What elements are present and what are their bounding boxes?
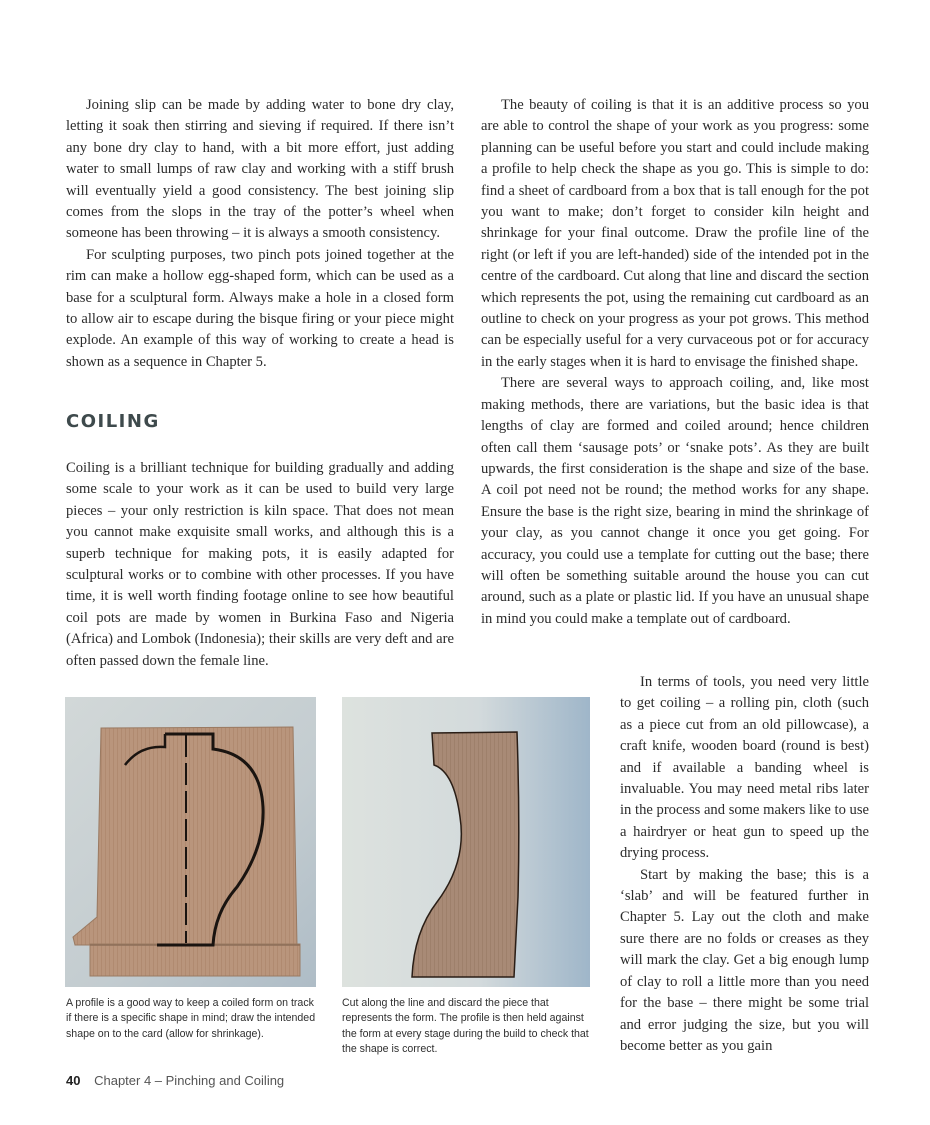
section-heading-coiling: COILING [66,411,160,432]
page-footer [66,1073,284,1088]
page-number: 40 [66,1073,81,1088]
paragraph-sculpting: For sculpting purposes, two pinch pots joined together at the rim can make a hollow egg-shaped form, which can be used as a base for a sculptural form. Always make a hole in a closed form to allow air to escape during the bisque firing or your piece might explode. An example of this way of working to create a head is shown as a sequence in Chapter 5. [66,246,454,370]
left-column-coiling [66,458,454,672]
paragraph-start-base: Start by making the base; this is a ‘slab’ and will be featured further in Chapter 5. Lay out the cloth and make sure there are no folds or creases as they will mark the clay. Get a big enough lump of clay to roll a little more than you need for the base – there might be some trial and error judging the size, but you will become better as you gain [620,866,869,1054]
cut-cardboard-image [342,697,590,987]
paragraph-beauty-of-coiling: The beauty of coiling is that it is an additive process so you are able to control the shape of your work as you progress: some planning can be useful before you start and could include making a profile to help check the shape as you go. This is simple to do: find a sheet of cardboard from a box that is tall enough for the pot you want to make; don’t forget to consider kiln height and shrinkage for your final outcome. Draw the profile line of the right (or left if you are left-handed) side of the intended pot in the centre of the cardboard. Cut along that line and discard the section which represents the pot, using the remaining cut cardboard as an outline to check on your progress as your pot grows. This method can be especially useful for a very curvaceous pot or for accuracy in the early stages when it is hard to envisage the finished shape. [481,97,869,370]
cardboard-drawing-image [65,697,316,987]
left-column-intro [66,95,454,373]
running-chapter-title: Chapter 4 – Pinching and Coiling [94,1073,285,1088]
figure-1-caption: A profile is a good way to keep a coiled form on track if there is a specific shape in mind; draw the intended shape on to the card (allow for shrinkage). [66,997,316,1040]
figure-cut-profile [342,697,590,987]
right-narrow-column [620,672,869,1057]
paragraph-coiling-intro: Coiling is a brilliant technique for building gradually and adding some scale to your work as it can be used to build very large pieces – your only restriction is kiln space. That does not mean you cannot make exquisite small works, and although this is a superb technique for making pots, it is easily adapted for sculptural works or to combine with other processes. If you have time, it is well worth finding footage online to see how beautiful coil pots are made by women in Burkina Faso and Nigeria (Africa) and Lombok (Indonesia); their skills are very deft and are often passed down the female line. [66,460,454,669]
right-column [481,95,869,630]
figure-profile-drawing [65,697,316,987]
paragraph-joining-slip: Joining slip can be made by adding water to bone dry clay, letting it soak then stirring and sieving if required. If there isn’t any bone dry clay to hand, with a bit more effort, just adding water to small lumps of raw clay and working with a stiff brush will eventually yield a good consistency. The best joining slip comes from the slops in the tray of the potter’s wheel when someone has been throwing – it is always a smooth consistency. [66,97,454,242]
paragraph-tools: In terms of tools, you need very little to get coiling – a rolling pin, cloth (such as a piece cut from an old pillowcase), a craft knife, wooden board (round is best) and if available a banding wheel is invaluable. You may need metal ribs later in the process and some makers like to use a hairdryer or heat gun to speed up the drying process. [620,674,869,862]
figure-2-caption: Cut along the line and discard the piece that represents the form. The profile is then held against the form at every stage during the build to check that the shape is correct. [342,997,589,1056]
paragraph-ways-to-coil: There are several ways to approach coiling, and, like most making methods, there are variations, but the basic idea is that lengths of clay are formed and coiled around; hence children often call them ‘sausage pots’ or ‘snake pots’. As they are built upwards, the first consideration is the shape and size of the base. A coil pot need not be round; the method works for any shape. Ensure the base is the right size, bearing in mind the shrinkage of your clay, as you cannot change it once you get going. For accuracy, you could use a template for cutting out the base; there will often be something suitable around the house you can cut around, such as a plate or plastic lid. If you have an unusual shape in mind you could make a template out of cardboard. [481,375,869,627]
